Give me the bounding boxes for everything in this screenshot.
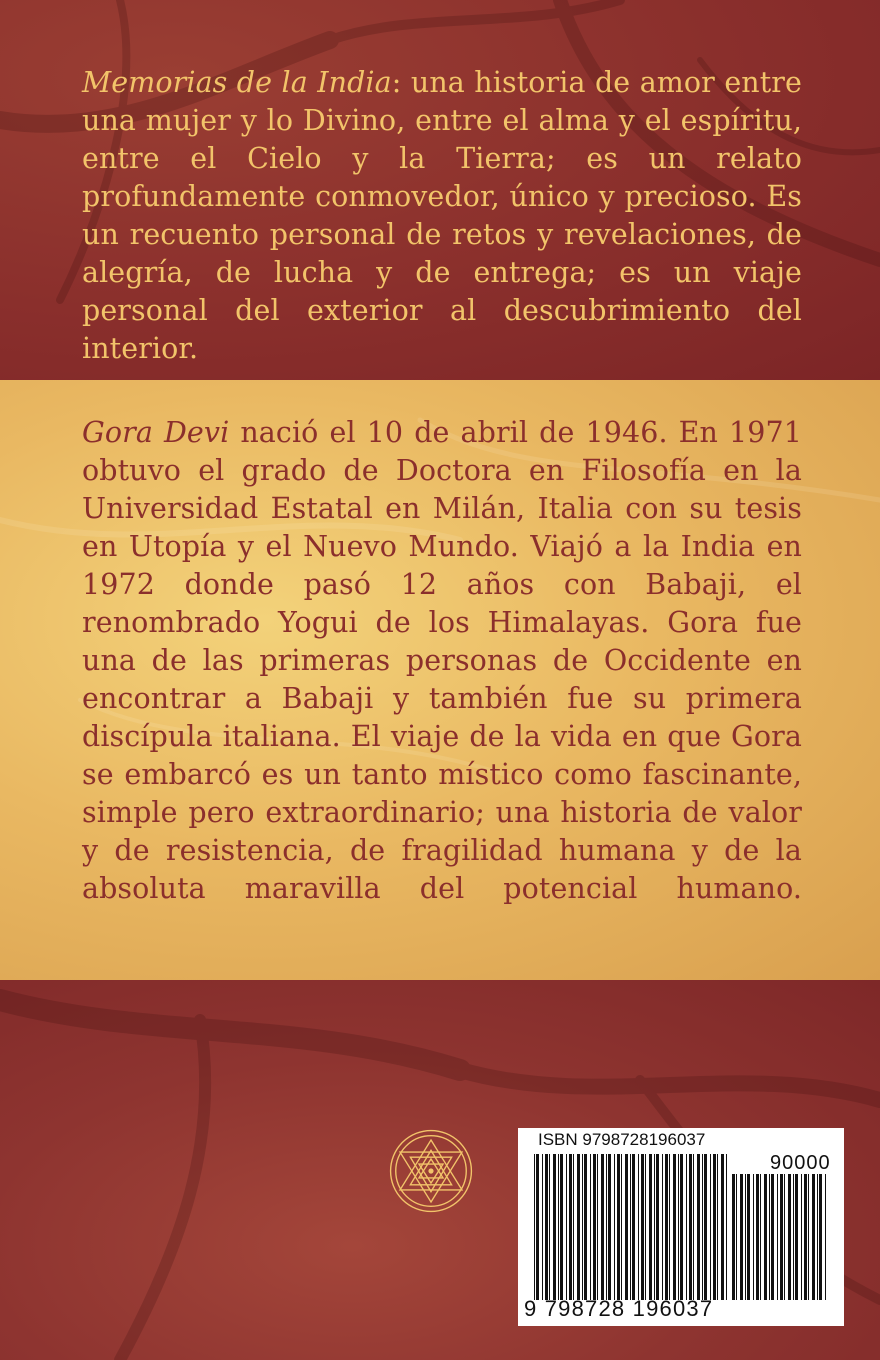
sri-yantra-icon [388,1128,474,1214]
barcode-bar [693,1154,694,1300]
barcode-bar [808,1174,809,1300]
barcode-bar [608,1154,611,1300]
barcode-bar [680,1154,683,1300]
barcode-bar [593,1154,596,1300]
barcode-bar [669,1154,670,1300]
barcode-bar [649,1154,652,1300]
barcode-bar [582,1154,583,1300]
barcode-bar [704,1154,707,1300]
barcode-main-bars [534,1154,728,1300]
barcode-bar [686,1154,687,1300]
barcode-bar [721,1154,724,1300]
barcode-bar [678,1154,679,1300]
barcode-bar [801,1174,802,1300]
barcode-bar [804,1174,807,1300]
barcode-bar [656,1154,659,1300]
barcode-bar [665,1154,668,1300]
barcode-bar [597,1154,598,1300]
barcode-bar [645,1154,646,1300]
barcode-bar [769,1174,770,1300]
barcode-bar [534,1154,535,1300]
barcode-bar [736,1174,737,1300]
barcode-bar [545,1154,548,1300]
book-title-italic: Memorias de la India [82,66,392,99]
barcode-bar [726,1154,727,1300]
isbn-label: ISBN 9798728196037 [538,1130,706,1149]
barcode-bar [566,1154,567,1300]
barcode-bar [569,1154,572,1300]
barcode-bar [662,1154,663,1300]
barcode-bar [702,1154,703,1300]
author-name-italic: Gora Devi [82,416,230,449]
barcode-bar [812,1174,815,1300]
barcode-bar [560,1154,563,1300]
barcode-bar [638,1154,639,1300]
barcode-bar [630,1154,631,1300]
barcode-bar [542,1154,543,1300]
barcode-bar [632,1154,635,1300]
barcode-bar [553,1154,556,1300]
barcode-bar [745,1174,746,1300]
barcode-bar [817,1174,818,1300]
barcode-bar [717,1154,718,1300]
barcode-bar [777,1174,778,1300]
barcode-bar [753,1174,754,1300]
barcode-bar [573,1154,574,1300]
barcode-bar [625,1154,628,1300]
barcode-bar [793,1174,794,1300]
barcode-bar [764,1174,767,1300]
barcode-bar [760,1174,761,1300]
barcode-bar [819,1174,822,1300]
barcode-bar [614,1154,615,1300]
barcode-bar [740,1174,743,1300]
isbn-barcode [518,1128,844,1326]
barcode-digits: 9 798728 196037 [524,1296,714,1321]
barcode-bar [780,1174,783,1300]
barcode-bar [584,1154,587,1300]
price-code: 90000 [770,1152,831,1174]
barcode-bar [732,1174,735,1300]
barcode-bar [771,1174,774,1300]
barcode-bar [710,1154,711,1300]
barcode-bar [756,1174,759,1300]
barcode-bar [747,1174,750,1300]
barcode-bar [577,1154,580,1300]
barcode-bar [621,1154,622,1300]
barcode-bar [697,1154,700,1300]
barcode-bar [825,1174,826,1300]
barcode-bar [549,1154,550,1300]
barcode-bar [641,1154,644,1300]
barcode-bar [673,1154,676,1300]
barcode-bar [788,1174,791,1300]
author-bio-text: nació el 10 de abril de 1946. En 1971 obtuvo el grado de Doctora en Filosofía en la Universidad Estatal en Milán, Italia con su tesis en Utopía y el Nuevo Mundo. Viajó a la India en 1972 donde pasó 12 años con Babaji, el renombrado Yogui de los Himalayas. Gora fue una de las primeras personas de Occidente en encontrar a Babaji y también fue su primera discípula italiana. El viaje de la vida en que Gora se embarcó es un tanto místico como fascinante, simple pero extraordinario; una historia de valor y de resistencia, de fragilidad humana y de la absoluta maravilla del potencial humano. [82,416,802,905]
barcode-bar [713,1154,716,1300]
barcode-bar [590,1154,591,1300]
barcode-bar [784,1174,785,1300]
barcode-bar [601,1154,604,1300]
barcode-bar [536,1154,539,1300]
barcode-bar [558,1154,559,1300]
barcode-bar [654,1154,655,1300]
barcode-bar [689,1154,692,1300]
barcode-bar [795,1174,798,1300]
synopsis-paragraph [82,64,802,368]
synopsis-text: : una historia de amor entre una mujer y lo Divino, entre el alma y el espíritu, entre el Cielo y la Tierra; es un relato profundamente conmovedor, único y precioso. Es un recuento personal de retos y revelaciones, de alegría, de lucha y de entrega; es un viaje personal del exterior al descubrimiento del interior. [82,66,802,365]
barcode-addon-bars [732,1174,830,1300]
barcode-bar [606,1154,607,1300]
barcode-bar [617,1154,620,1300]
author-bio-paragraph [82,414,802,908]
